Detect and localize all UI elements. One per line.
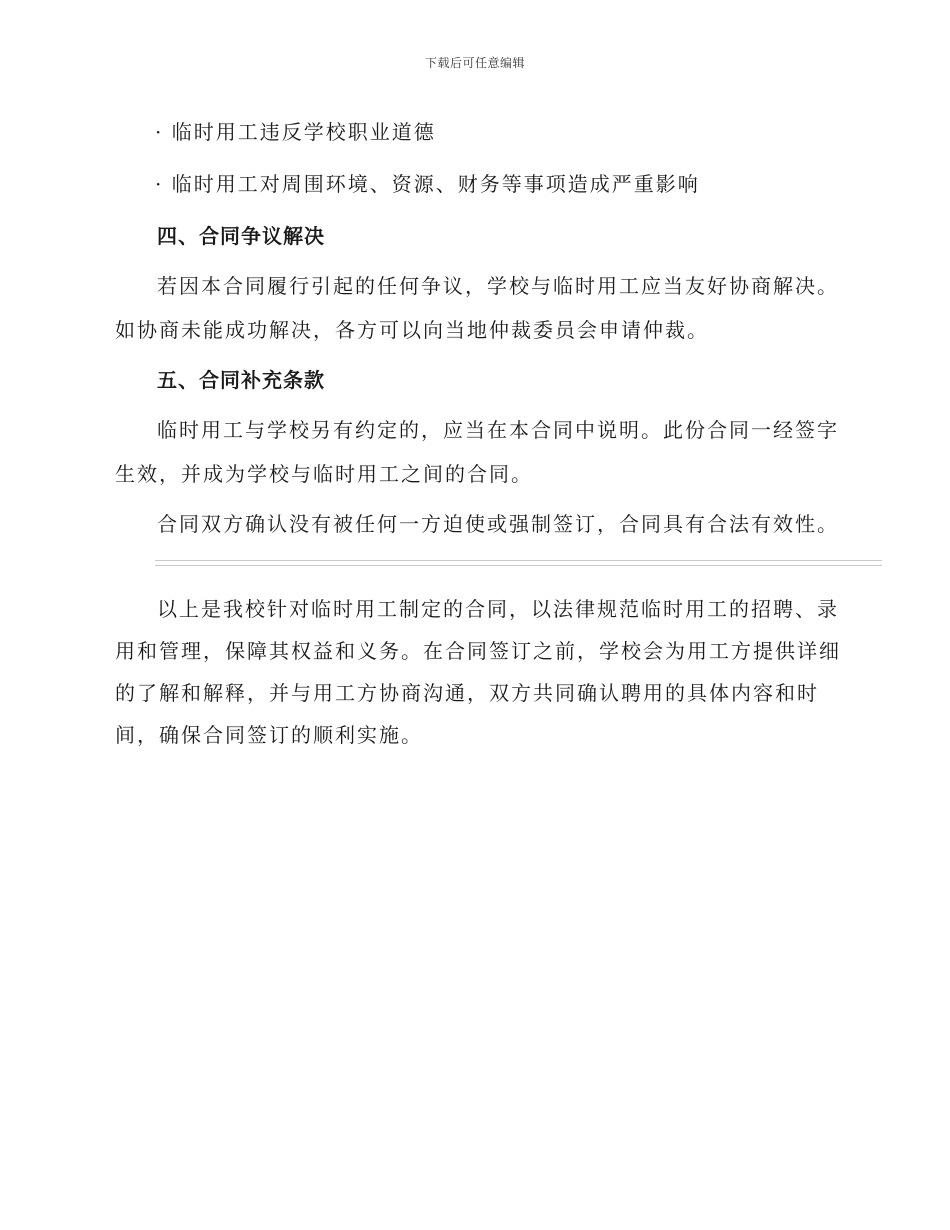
paragraph-line: 若因本合同履行引起的任何争议，学校与临时用工应当友好协商解决。 (157, 274, 839, 298)
bullet-item: · 临时用工对周围环境、资源、财务等事项造成严重影响 (155, 172, 700, 196)
paragraph-line: 以上是我校针对临时用工制定的合同，以法律规范临时用工的招聘、录 (157, 597, 839, 621)
paragraph-line: 临时用工与学校另有约定的，应当在本合同中说明。此份合同一经签字 (157, 418, 839, 442)
paragraph-line: 合同双方确认没有被任何一方迫使或强制签订，合同具有合法有效性。 (157, 512, 839, 536)
dispute-paragraph (115, 264, 839, 352)
bullet-item: · 临时用工违反学校职业道德 (155, 120, 436, 144)
paragraph-line: 间，确保合同签订的顺利实施。 (115, 723, 423, 747)
document-body (115, 110, 841, 762)
paragraph-line: 生效，并成为学校与临时用工之间的合同。 (115, 462, 533, 486)
paragraph-line: 用和管理，保障其权益和义务。在合同签订之前，学校会为用工方提供详细 (115, 639, 841, 663)
closing-paragraph (115, 588, 841, 756)
paragraph-line: 的了解和解释，并与用工方协商沟通，双方共同确认聘用的具体内容和时 (115, 681, 819, 705)
paragraph-line: 如协商未能成功解决，各方可以向当地仲裁委员会申请仲裁。 (115, 318, 709, 342)
page-header: 下载后可任意编辑 (424, 56, 525, 70)
confirmation-paragraph (115, 502, 839, 546)
section-heading-supplement: 五、合同补充条款 (157, 368, 325, 392)
supplement-paragraph (115, 408, 839, 496)
section-heading-dispute: 四、合同争议解决 (157, 224, 325, 248)
horizontal-divider (155, 560, 882, 566)
